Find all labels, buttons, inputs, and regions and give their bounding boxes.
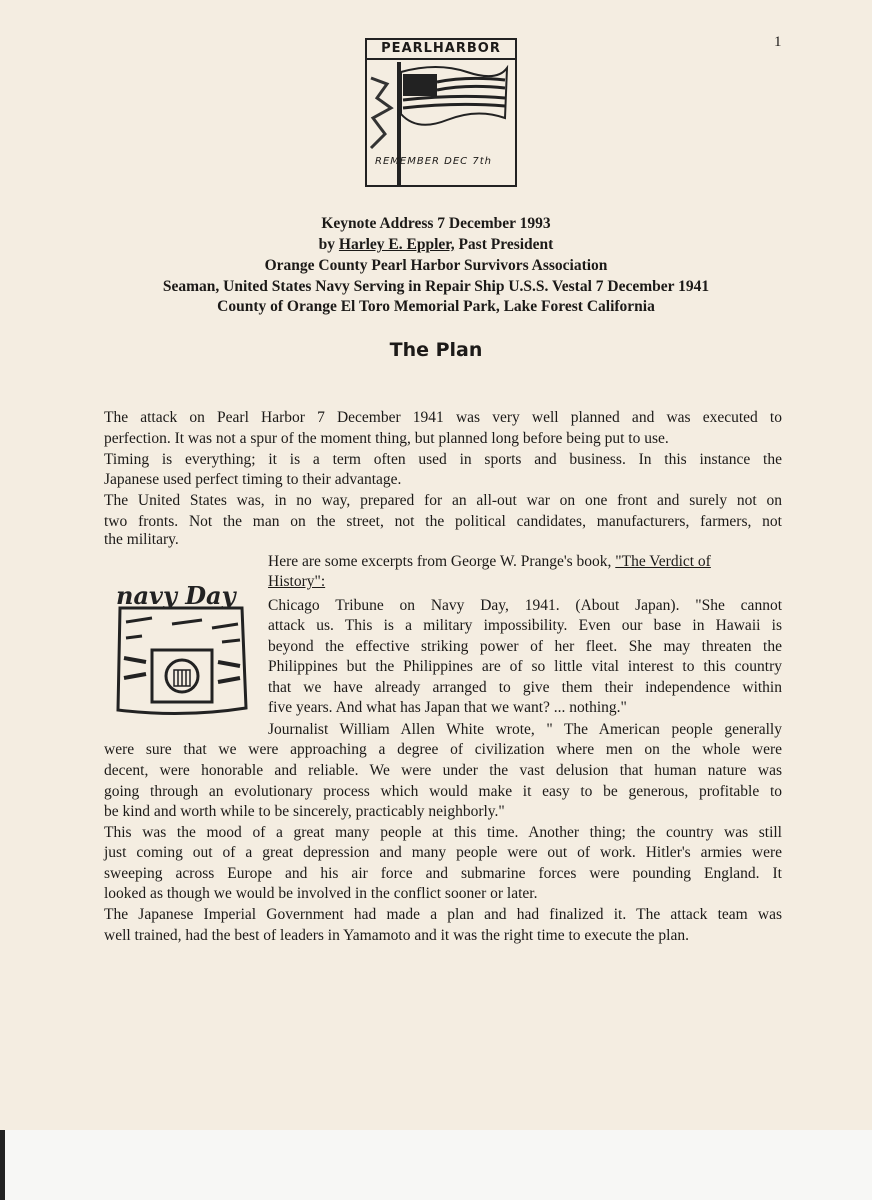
text-line: Timing is everything; it is a term often used in sports and business. In this instance the [104,451,782,468]
text-line: The attack on Pearl Harbor 7 December 1941 was very well planned and was executed to [104,409,782,426]
text-line: five years. And what has Japan that we want? ... nothing." [268,699,627,716]
logo-caption: REMEMBER DEC 7th [375,156,492,167]
header-line-2 [0,236,872,254]
svg-text:navy Day: navy Day [116,581,236,610]
book-title: "The Verdict of [615,553,711,570]
scan-background-strip [0,1130,872,1200]
text-line: decent, were honorable and reliable. We were under the vast delusion that human nature was [104,762,782,779]
page-number: 1 [774,34,782,50]
text-line: beyond the effective striking power of her fleet. She may threaten the [268,638,782,655]
header-line-3: Orange County Pearl Harbor Survivors Association [264,257,608,274]
text-line: just coming out of a great depression and many people were out of work. Hitler's armies were [104,844,782,861]
text-line: Japanese used perfect timing to their advantage. [104,471,402,488]
header-line-5: County of Orange El Toro Memorial Park, Lake Forest California [217,298,655,315]
byline-prefix: by [318,236,339,253]
logo-title: PEARLHARBOR [367,40,515,60]
author-name: Harley E. Eppler, [338,236,455,253]
text-line: the military. [104,531,179,548]
section-title: The Plan [389,339,483,361]
excerpt-intro: Here are some excerpts from George W. Prange's book, [268,553,616,570]
text-line: attack us. This is a military impossibility. Even our base in Hawaii is [268,617,782,634]
text-line: This was the mood of a great many people at this time. Another thing; the country was still [104,824,782,841]
scan-edge [0,1130,5,1200]
text-line: were sure that we were approaching a degree of civilization where men on the whole were [104,741,782,758]
author-title: Past President [454,236,554,253]
header-line-4: Seaman, United States Navy Serving in Repair Ship U.S.S. Vestal 7 December 1941 [162,278,710,295]
header-line-1: Keynote Address 7 December 1993 [321,215,551,232]
text-line: sweeping across Europe and his air force and submarine forces were pounding England. It [104,865,782,882]
text-line: that we have already arranged to give them their independence within [268,679,782,696]
text-line: The United States was, in no way, prepared for an all-out war on one front and surely not on [104,492,782,509]
navy-day-illustration [112,578,250,718]
text-line: be kind and worth while to be sincerely, practicably neighborly." [104,803,505,820]
text-line: two fronts. Not the man on the street, not the political candidates, manufacturers, farmers, not [104,513,782,530]
text-line: looked as though we would be involved in the conflict sooner or later. [104,885,538,902]
book-title-cont: History": [268,573,326,590]
text-line: perfection. It was not a spur of the moment thing, but planned long before being put to use. [104,430,669,447]
text-line: Journalist William Allen White wrote, " The American people generally [268,721,782,738]
text-line: Chicago Tribune on Navy Day, 1941. (About Japan). "She cannot [268,597,782,614]
pearl-harbor-logo [365,38,517,187]
text-line: going through an evolutionary process which would make it easy to be generous, profitable to [104,783,782,800]
text-line: The Japanese Imperial Government had made a plan and had finalized it. The attack team was [104,906,782,923]
text-line: well trained, had the best of leaders in Yamamoto and it was the right time to execute the plan. [104,927,689,944]
text-line: Philippines but the Philippines are of so little vital interest to this country [268,658,782,675]
text-line [268,553,782,571]
